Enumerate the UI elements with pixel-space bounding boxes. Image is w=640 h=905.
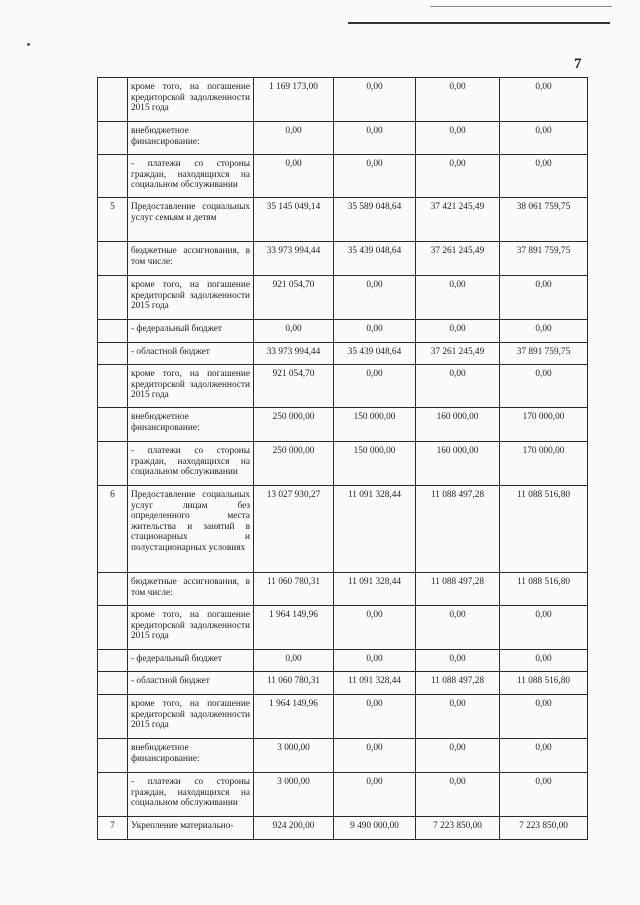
row-number: 7 [98, 817, 128, 840]
row-number [98, 320, 128, 343]
value-cell: 37 261 245,49 [416, 242, 500, 276]
value-cell: 924 200,00 [254, 817, 334, 840]
row-description: - платежи со стороны граждан, находящихся на социальном обслуживании [128, 773, 254, 817]
value-cell: 11 060 780,31 [254, 573, 334, 606]
table-row [98, 242, 588, 276]
value-cell: 250 000,00 [254, 408, 334, 442]
row-number [98, 365, 128, 408]
value-cell: 11 088 497,28 [416, 573, 500, 606]
table-row [98, 817, 588, 840]
value-cell: 0,00 [254, 155, 334, 198]
value-cell: 0,00 [334, 78, 416, 122]
value-cell: 0,00 [416, 276, 500, 320]
value-cell: 0,00 [334, 739, 416, 773]
table-row [98, 672, 588, 695]
row-description: бюджетные ассигнования, в том числе: [128, 573, 254, 606]
value-cell: 0,00 [500, 606, 588, 650]
value-cell: 0,00 [416, 365, 500, 408]
value-cell: 1 964 149,96 [254, 606, 334, 650]
row-description: - федеральный бюджет [128, 650, 254, 672]
value-cell: 0,00 [416, 320, 500, 343]
table-row [98, 408, 588, 442]
row-description: внебюджетное финансирование: [128, 122, 254, 155]
value-cell: 35 589 048,64 [334, 198, 416, 242]
value-cell: 11 088 497,28 [416, 672, 500, 695]
row-number [98, 672, 128, 695]
value-cell: 0,00 [500, 773, 588, 817]
value-cell: 921 054,70 [254, 365, 334, 408]
value-cell: 250 000,00 [254, 442, 334, 486]
value-cell: 170 000,00 [500, 442, 588, 486]
value-cell: 35 439 048,64 [334, 242, 416, 276]
value-cell: 0,00 [334, 695, 416, 739]
value-cell: 11 088 497,28 [416, 486, 500, 573]
value-cell: 7 223 850,00 [416, 817, 500, 840]
value-cell: 0,00 [334, 155, 416, 198]
row-description: бюджетные ассигнования, в том числе: [128, 242, 254, 276]
row-number: 5 [98, 198, 128, 242]
value-cell: 11 091 328,44 [334, 672, 416, 695]
row-number [98, 408, 128, 442]
row-number [98, 695, 128, 739]
value-cell: 0,00 [416, 739, 500, 773]
value-cell: 11 091 328,44 [334, 486, 416, 573]
value-cell: 9 490 000,00 [334, 817, 416, 840]
table-row [98, 650, 588, 672]
table-row [98, 343, 588, 365]
table-row [98, 155, 588, 198]
value-cell: 0,00 [500, 365, 588, 408]
table-row [98, 573, 588, 606]
value-cell: 150 000,00 [334, 442, 416, 486]
row-number [98, 650, 128, 672]
value-cell: 0,00 [500, 122, 588, 155]
value-cell: 35 439 048,64 [334, 343, 416, 365]
value-cell: 921 054,70 [254, 276, 334, 320]
value-cell: 3 000,00 [254, 773, 334, 817]
table-row [98, 276, 588, 320]
row-description: - федеральный бюджет [128, 320, 254, 343]
value-cell: 0,00 [254, 122, 334, 155]
value-cell: 0,00 [416, 650, 500, 672]
value-cell: 0,00 [334, 276, 416, 320]
value-cell: 35 145 049,14 [254, 198, 334, 242]
row-number: 6 [98, 486, 128, 573]
value-cell: 0,00 [416, 122, 500, 155]
value-cell: 7 223 850,00 [500, 817, 588, 840]
row-description: - платежи со стороны граждан, находящихся на социальном обслуживании [128, 442, 254, 486]
value-cell: 3 000,00 [254, 739, 334, 773]
row-number [98, 122, 128, 155]
header-rule-top [430, 6, 612, 7]
value-cell: 37 891 759,75 [500, 242, 588, 276]
table-row [98, 365, 588, 408]
value-cell: 11 088 516,80 [500, 573, 588, 606]
row-number [98, 573, 128, 606]
table-row [98, 442, 588, 486]
table-row [98, 122, 588, 155]
value-cell: 0,00 [334, 365, 416, 408]
value-cell: 0,00 [334, 122, 416, 155]
value-cell: 0,00 [416, 155, 500, 198]
value-cell: 0,00 [334, 773, 416, 817]
row-description: - платежи со стороны граждан, находящихся на социальном обслуживании [128, 155, 254, 198]
row-description: - областной бюджет [128, 343, 254, 365]
value-cell: 0,00 [416, 773, 500, 817]
row-description: кроме того, на погашение кредиторской задолженности 2015 года [128, 78, 254, 122]
row-description: внебюджетное финансирование: [128, 408, 254, 442]
row-number [98, 155, 128, 198]
table-row [98, 606, 588, 650]
value-cell: 0,00 [500, 695, 588, 739]
value-cell: 11 088 516,80 [500, 486, 588, 573]
table-row [98, 320, 588, 343]
row-description: кроме того, на погашение кредиторской задолженности 2015 года [128, 276, 254, 320]
row-number [98, 442, 128, 486]
table-row [98, 486, 588, 573]
row-description: - областной бюджет [128, 672, 254, 695]
value-cell: 160 000,00 [416, 408, 500, 442]
value-cell: 33 973 994,44 [254, 242, 334, 276]
value-cell: 13 027 930,27 [254, 486, 334, 573]
value-cell: 0,00 [500, 78, 588, 122]
value-cell: 1 169 173,00 [254, 78, 334, 122]
value-cell: 0,00 [416, 606, 500, 650]
value-cell: 37 421 245,49 [416, 198, 500, 242]
row-description: кроме того, на погашение кредиторской задолженности 2015 года [128, 365, 254, 408]
row-description: Предоставление социальных услуг семьям и детям [128, 198, 254, 242]
scan-speck [27, 43, 30, 46]
row-number [98, 343, 128, 365]
row-number [98, 606, 128, 650]
header-rule [348, 22, 610, 24]
row-description: Укрепление материально- [128, 817, 254, 840]
row-number [98, 78, 128, 122]
value-cell: 0,00 [334, 320, 416, 343]
table-row [98, 78, 588, 122]
value-cell: 0,00 [416, 78, 500, 122]
page-number: 7 [574, 56, 582, 72]
value-cell: 170 000,00 [500, 408, 588, 442]
value-cell: 1 964 149,96 [254, 695, 334, 739]
table-row [98, 739, 588, 773]
value-cell: 0,00 [334, 650, 416, 672]
row-description: кроме того, на погашение кредиторской задолженности 2015 года [128, 695, 254, 739]
table-row [98, 198, 588, 242]
value-cell: 0,00 [254, 320, 334, 343]
value-cell: 0,00 [500, 320, 588, 343]
row-description: Предоставление социальных услуг лицам без определенного места жительства и занятий в стационарных и полустационарных условиях [128, 486, 254, 573]
value-cell: 38 061 759,75 [500, 198, 588, 242]
budget-table-body [98, 78, 588, 840]
value-cell: 160 000,00 [416, 442, 500, 486]
value-cell: 0,00 [500, 155, 588, 198]
value-cell: 37 261 245,49 [416, 343, 500, 365]
row-description: внебюджетное финансирование: [128, 739, 254, 773]
value-cell: 11 091 328,44 [334, 573, 416, 606]
row-description: кроме того, на погашение кредиторской задолженности 2015 года [128, 606, 254, 650]
value-cell: 0,00 [500, 650, 588, 672]
value-cell: 150 000,00 [334, 408, 416, 442]
value-cell: 33 973 994,44 [254, 343, 334, 365]
row-number [98, 242, 128, 276]
value-cell: 0,00 [500, 739, 588, 773]
value-cell: 0,00 [500, 276, 588, 320]
row-number [98, 773, 128, 817]
value-cell: 0,00 [334, 606, 416, 650]
budget-table [97, 77, 588, 840]
value-cell: 11 088 516,80 [500, 672, 588, 695]
row-number [98, 739, 128, 773]
table-row [98, 695, 588, 739]
value-cell: 0,00 [254, 650, 334, 672]
value-cell: 37 891 759,75 [500, 343, 588, 365]
row-number [98, 276, 128, 320]
value-cell: 0,00 [416, 695, 500, 739]
value-cell: 11 060 780,31 [254, 672, 334, 695]
table-row [98, 773, 588, 817]
